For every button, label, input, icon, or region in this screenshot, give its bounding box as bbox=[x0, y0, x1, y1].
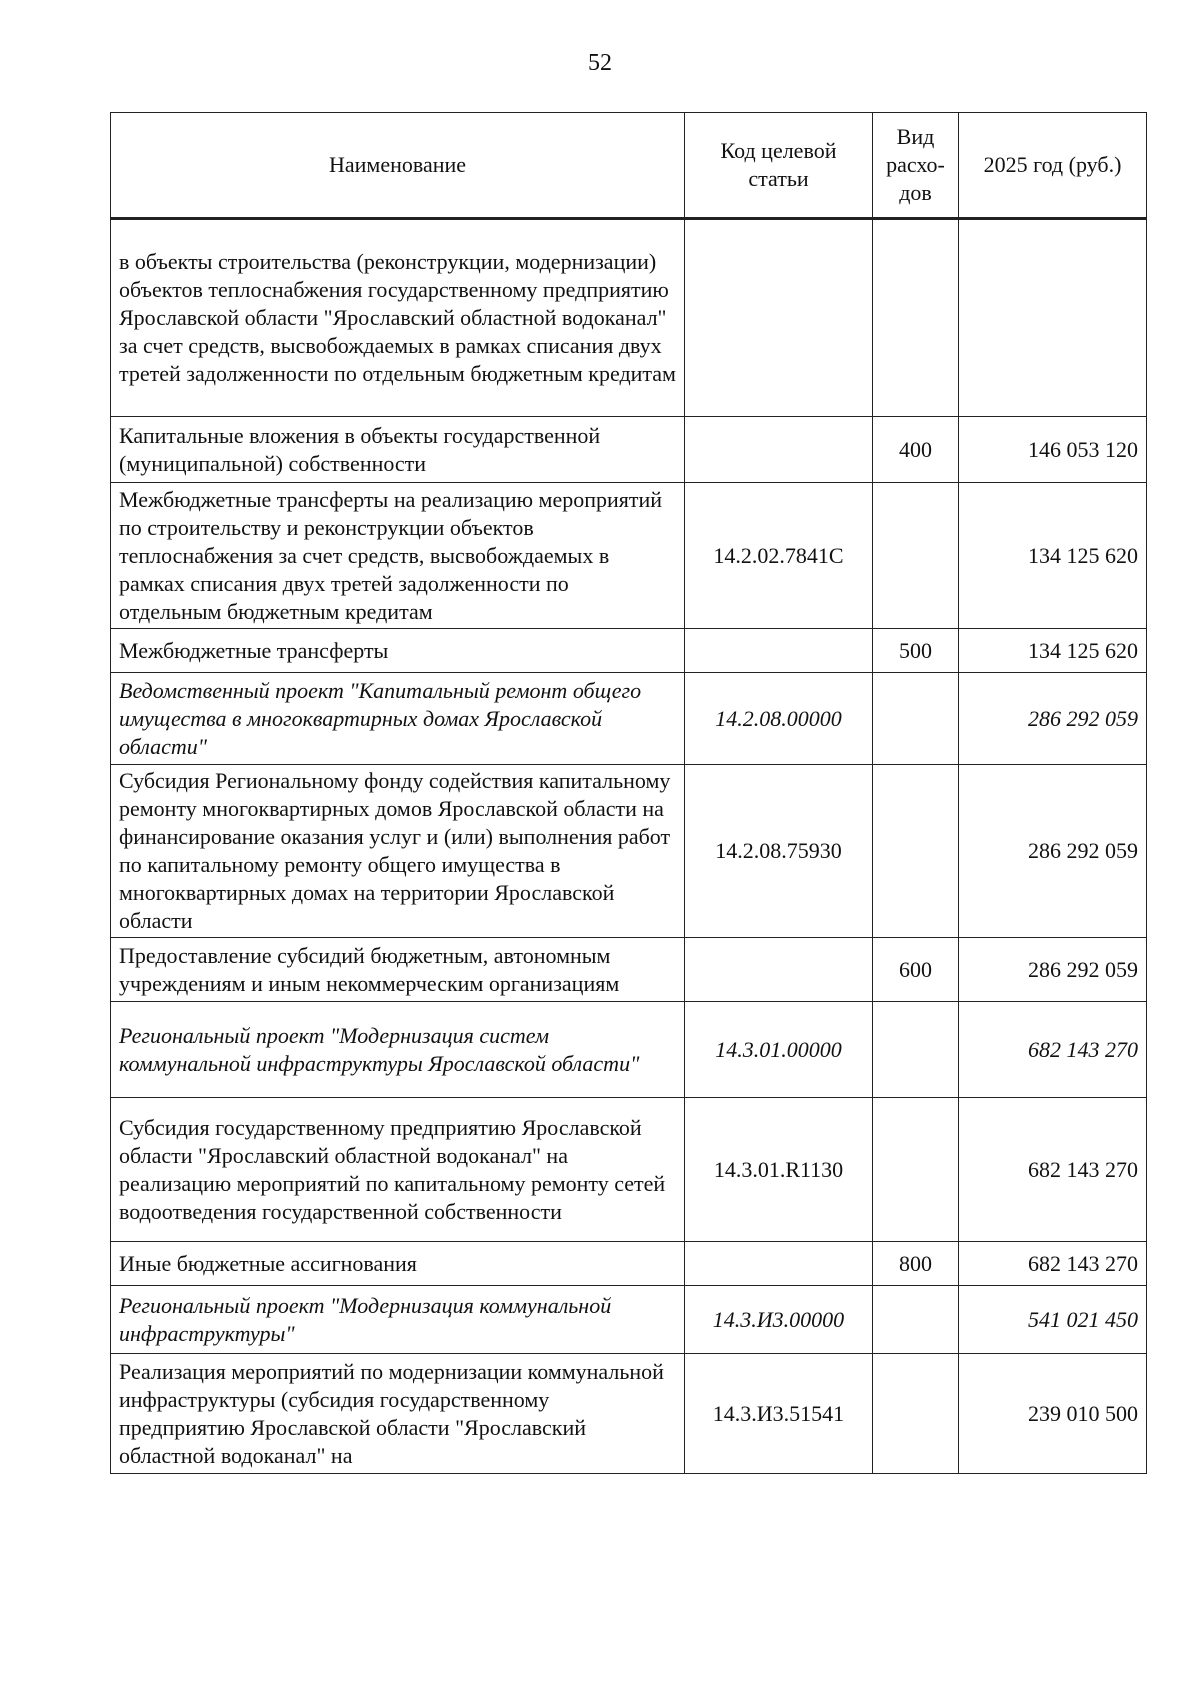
table-row bbox=[111, 938, 1147, 1002]
cell-code: 14.3.И3.00000 bbox=[685, 1286, 873, 1354]
cell-name: Ведомственный проект "Капитальный ремонт общего имущества в многоквартирных домах Ярославской области" bbox=[111, 673, 685, 765]
header-code: Код целевой статьи bbox=[685, 113, 873, 219]
cell-kind bbox=[873, 765, 959, 938]
cell-amount bbox=[959, 219, 1147, 417]
table-row bbox=[111, 1098, 1147, 1242]
cell-amount: 541 021 450 bbox=[959, 1286, 1147, 1354]
cell-name: Межбюджетные трансферты bbox=[111, 629, 685, 673]
table-row bbox=[111, 765, 1147, 938]
cell-name: Предоставление субсидий бюджетным, автономным учреждениям и иным некоммерческим организациям bbox=[111, 938, 685, 1002]
cell-kind bbox=[873, 673, 959, 765]
cell-name: в объекты строительства (реконструкции, модернизации) объектов теплоснабжения государственному предприятию Ярославской области "Ярославский областной водоканал" за счет средств, высвобождаемых в рамках списания двух третей задолженности по отдельным бюджетным кредитам bbox=[111, 219, 685, 417]
cell-amount: 134 125 620 bbox=[959, 629, 1147, 673]
cell-name: Региональный проект "Модернизация систем коммунальной инфраструктуры Ярославской области" bbox=[111, 1002, 685, 1098]
header-amount: 2025 год (руб.) bbox=[959, 113, 1147, 219]
cell-amount: 682 143 270 bbox=[959, 1098, 1147, 1242]
cell-code bbox=[685, 629, 873, 673]
cell-code bbox=[685, 938, 873, 1002]
cell-kind: 600 bbox=[873, 938, 959, 1002]
cell-name: Субсидия Региональному фонду содействия капитальному ремонту многоквартирных домов Ярославской области на финансирование оказания услуг и (или) выполнения работ по капитальному ремонту общего имущества в многоквартирных домах на территории Ярославской области bbox=[111, 765, 685, 938]
table-row bbox=[111, 417, 1147, 483]
cell-amount: 286 292 059 bbox=[959, 673, 1147, 765]
cell-kind bbox=[873, 1354, 959, 1474]
cell-name: Иные бюджетные ассигнования bbox=[111, 1242, 685, 1286]
cell-kind bbox=[873, 219, 959, 417]
table-row bbox=[111, 1354, 1147, 1474]
budget-table bbox=[110, 112, 1147, 1474]
table-row bbox=[111, 483, 1147, 629]
cell-kind bbox=[873, 1002, 959, 1098]
table-row bbox=[111, 629, 1147, 673]
header-kind: Вид расхо-дов bbox=[873, 113, 959, 219]
cell-code bbox=[685, 1242, 873, 1286]
cell-name: Региональный проект "Модернизация коммунальной инфраструктуры" bbox=[111, 1286, 685, 1354]
table-row bbox=[111, 1002, 1147, 1098]
cell-amount: 682 143 270 bbox=[959, 1002, 1147, 1098]
table-row bbox=[111, 219, 1147, 417]
cell-kind: 400 bbox=[873, 417, 959, 483]
table-header-row bbox=[111, 113, 1147, 219]
cell-name: Субсидия государственному предприятию Ярославской области "Ярославский областной водоканал" на реализацию мероприятий по капитальному ремонту сетей водоотведения государственной собственности bbox=[111, 1098, 685, 1242]
cell-name: Реализация мероприятий по модернизации коммунальной инфраструктуры (субсидия государственному предприятию Ярославской области "Ярославский областной водоканал" на bbox=[111, 1354, 685, 1474]
cell-amount: 286 292 059 bbox=[959, 938, 1147, 1002]
cell-code bbox=[685, 219, 873, 417]
page-number: 52 bbox=[588, 50, 612, 76]
cell-amount: 146 053 120 bbox=[959, 417, 1147, 483]
cell-code: 14.2.02.7841С bbox=[685, 483, 873, 629]
cell-kind bbox=[873, 1286, 959, 1354]
cell-code: 14.3.01.R1130 bbox=[685, 1098, 873, 1242]
table-row bbox=[111, 1242, 1147, 1286]
cell-amount: 239 010 500 bbox=[959, 1354, 1147, 1474]
cell-amount: 286 292 059 bbox=[959, 765, 1147, 938]
cell-code: 14.3.01.00000 bbox=[685, 1002, 873, 1098]
cell-kind: 500 bbox=[873, 629, 959, 673]
cell-kind: 800 bbox=[873, 1242, 959, 1286]
cell-code: 14.2.08.00000 bbox=[685, 673, 873, 765]
cell-amount: 134 125 620 bbox=[959, 483, 1147, 629]
cell-name: Межбюджетные трансферты на реализацию мероприятий по строительству и реконструкции объектов теплоснабжения за счет средств, высвобождаемых в рамках списания двух третей задолженности по отдельным бюджетным кредитам bbox=[111, 483, 685, 629]
cell-name: Капитальные вложения в объекты государственной (муниципальной) собственности bbox=[111, 417, 685, 483]
cell-kind bbox=[873, 483, 959, 629]
cell-amount: 682 143 270 bbox=[959, 1242, 1147, 1286]
cell-code: 14.3.И3.51541 bbox=[685, 1354, 873, 1474]
table-row bbox=[111, 673, 1147, 765]
header-name: Наименование bbox=[111, 113, 685, 219]
table-body bbox=[111, 219, 1147, 1474]
cell-code bbox=[685, 417, 873, 483]
cell-code: 14.2.08.75930 bbox=[685, 765, 873, 938]
cell-kind bbox=[873, 1098, 959, 1242]
table-row bbox=[111, 1286, 1147, 1354]
